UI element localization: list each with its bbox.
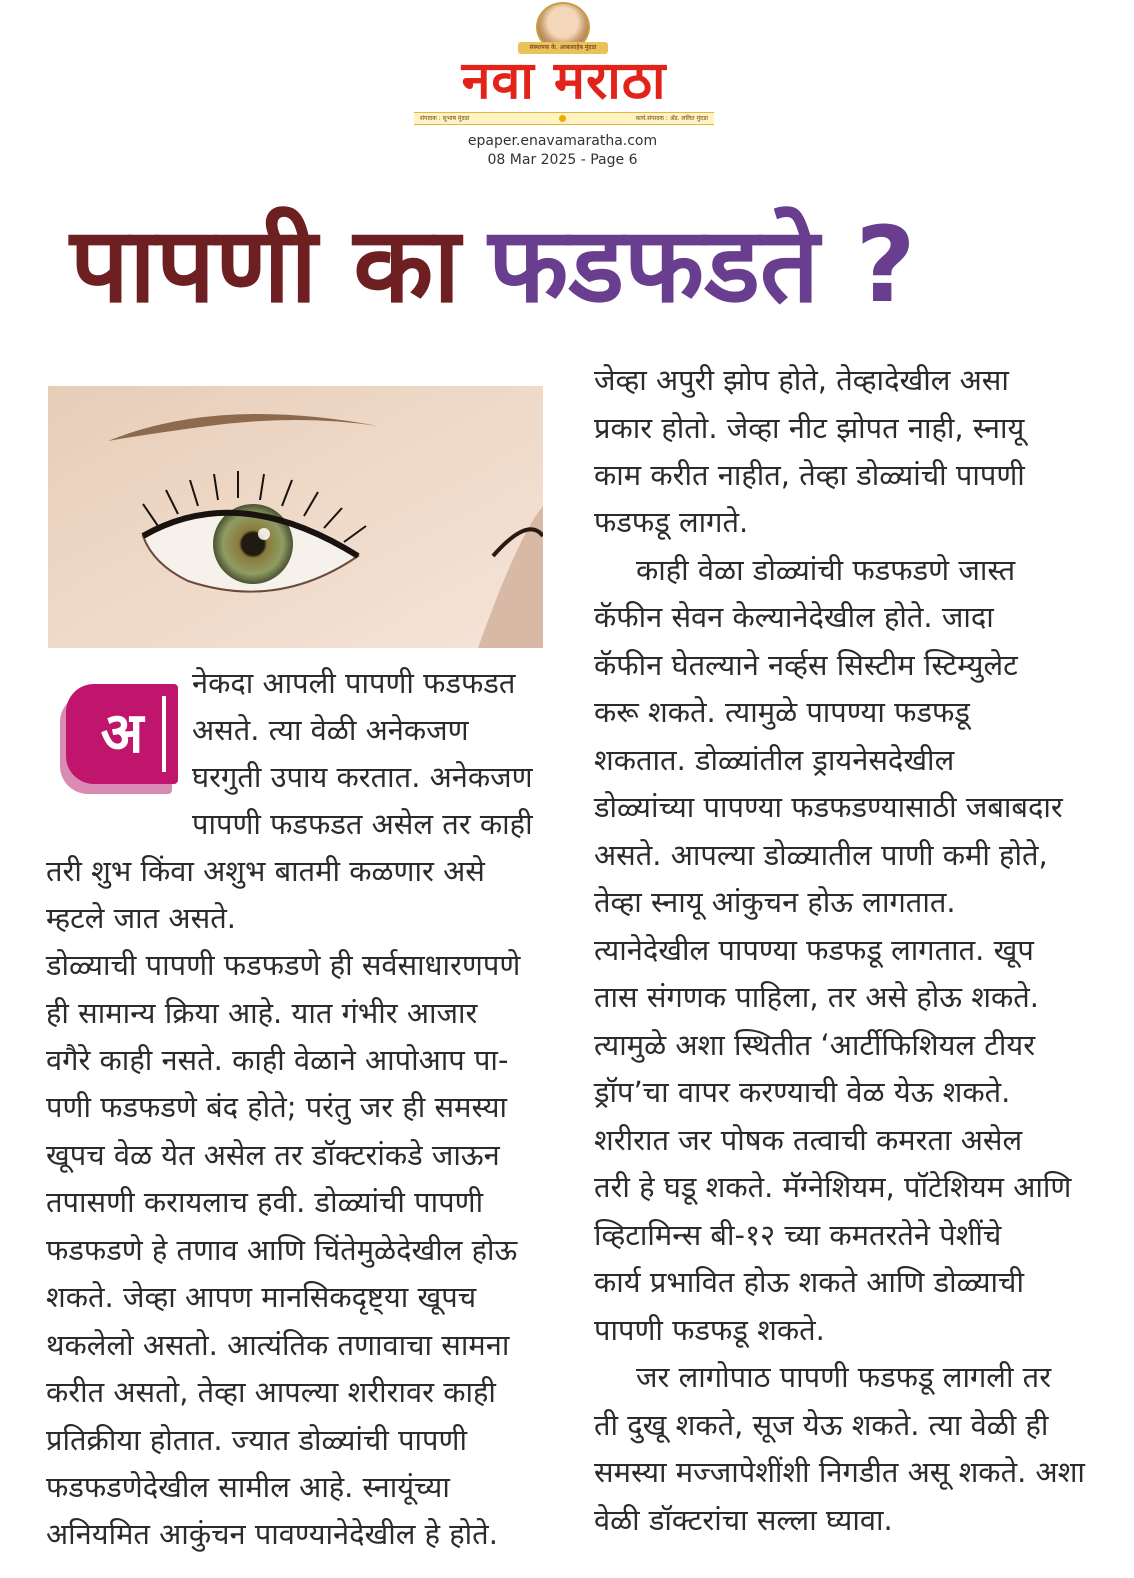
text-line: प्रकार होतो. जेव्हा नीट झोपत नाही, स्नायू (594, 411, 1025, 445)
text-line: काही वेळा डोळ्यांची फडफडणे जास्त (636, 553, 1016, 587)
headline-part-1: पापणी का (70, 204, 461, 326)
text-line: कार्य प्रभावित होऊ शकते आणि डोळ्याची (594, 1265, 1024, 1299)
text-line: शरीरात जर पोषक तत्वाची कमरता असेल (594, 1123, 1023, 1157)
text-line: शकतात. डोळ्यांतील ड्रायनेसदेखील (594, 743, 955, 777)
text-line: वेळी डॉक्टरांचा सल्ला घ्यावा. (594, 1503, 893, 1537)
text-line: तास संगणक पाहिला, तर असे होऊ शकते. (594, 980, 1039, 1014)
text-line: तेव्हा स्नायू आंकुचन होऊ लागतात. (594, 885, 956, 919)
text-line: म्हटले जात असते. (46, 901, 236, 935)
text-line: प्रतिक्रीया होतात. ज्यात डोळ्यांची पापणी (46, 1423, 468, 1457)
text-line: करू शकते. त्यामुळे पापण्या फडफडू (594, 695, 970, 729)
text-line: पणी फडफडणे बंद होते; परंतु जर ही समस्या (46, 1090, 508, 1124)
headline-part-2: फडफडते ? (488, 204, 916, 326)
newspaper-logo: नवा मराठा (461, 51, 667, 111)
dateline: 08 Mar 2025 - Page 6 (487, 152, 638, 168)
text-line: डोळ्याची पापणी फडफडणे ही सर्वसाधारणपणे (46, 948, 521, 982)
text-line: शकते. जेव्हा आपण मानसिकदृष्ट्या खूपच (46, 1280, 477, 1314)
masthead-credits (414, 112, 714, 125)
text-line: नेकदा आपली पापणी फडफडत (192, 666, 516, 700)
text-line: करीत असतो, तेव्हा आपल्या शरीरावर काही (46, 1375, 496, 1409)
text-line: डोळ्यांच्या पापण्या फडफडण्यासाठी जबाबदार (594, 790, 1063, 824)
text-line: वगैरे काही नसते. काही वेळाने आपोआप पा- (46, 1043, 509, 1077)
text-line: कॅफीन सेवन केल्यानेदेखील होते. जादा (594, 600, 994, 634)
text-line: त्यामुळे अशा स्थितीत ‘आर्टीफिशियल टीयर (594, 1028, 1036, 1062)
epaper-url[interactable]: epaper.enavamaratha.com (467, 133, 658, 149)
text-line: पापणी फडफडत असेल तर काही (192, 807, 533, 841)
text-line: जेव्हा अपुरी झोप होते, तेव्हादेखील असा (594, 363, 1009, 397)
drop-cap-letter: अ (66, 684, 178, 784)
text-line: त्यानेदेखील पापण्या फडफडू लागतात. खूप (594, 933, 1034, 967)
sun-icon (559, 115, 566, 122)
text-line: तपासणी करायलाच हवी. डोळ्यांची पापणी (46, 1185, 484, 1219)
text-line: जर लागोपाठ पापणी फडफडू लागली तर (636, 1360, 1052, 1394)
text-line: ही सामान्य क्रिया आहे. यात गंभीर आजार (46, 996, 478, 1030)
text-line: समस्या मज्जापेशींशी निगडीत असू शकते. अशा (594, 1455, 1085, 1489)
text-line: घरगुती उपाय करतात. अनेकजण (192, 760, 533, 794)
text-line: असते. त्या वेळी अनेकजण (192, 713, 469, 747)
text-line: अनियमित आकुंचन पावण्यानेदेखील हे होते. (46, 1517, 498, 1551)
drop-cap-divider (162, 696, 166, 772)
text-line: पापणी फडफडू शकते. (594, 1313, 825, 1347)
text-line: फडफडणेदेखील सामील आहे. स्नायूंच्या (46, 1470, 450, 1504)
text-line: थकलेलो असतो. आत्यंतिक तणावाचा सामना (46, 1328, 510, 1362)
eye-photo (48, 386, 543, 648)
text-line: ती दुखू शकते, सूज येऊ शकते. त्या वेळी ही (594, 1408, 1049, 1442)
masthead (400, 0, 725, 178)
article-headline (70, 200, 916, 330)
text-line: असते. आपल्या डोळ्यातील पाणी कमी होते, (594, 838, 1048, 872)
text-line: फडफडणे हे तणाव आणि चिंतेमुळेदेखील होऊ (46, 1233, 518, 1267)
text-line: तरी शुभ किंवा अशुभ बातमी कळणार असे (46, 854, 485, 888)
text-line: कॅफीन घेतल्याने नर्व्हस सिस्टीम स्टिम्युलेट (594, 648, 1018, 682)
text-line: ड्रॉप’चा वापर करण्याची वेळ येऊ शकते. (594, 1075, 1011, 1109)
drop-cap (58, 684, 182, 798)
text-line: तरी हे घडू शकते. मॅग्नेशियम, पॉटेशियम आणि (594, 1170, 1072, 1204)
text-line: व्हिटामिन्स बी-१२ च्या कमतरतेने पेशींचे (594, 1218, 1002, 1252)
executive-editor-credit: कार्य.संपादक : ॲड. ललित मुंदडा (635, 115, 708, 122)
text-line: खूपच वेळ येत असेल तर डॉक्टरांकडे जाऊन (46, 1138, 500, 1172)
text-line: फडफडू लागते. (594, 505, 749, 539)
text-line: काम करीत नाहीत, तेव्हा डोळ्यांची पापणी (594, 458, 1025, 492)
founder-ribbon: संस्थापक के. आबासाहेब मुंदडा (518, 42, 608, 54)
editor-credit: संपादक : सुभाष मुंदडा (420, 115, 470, 122)
